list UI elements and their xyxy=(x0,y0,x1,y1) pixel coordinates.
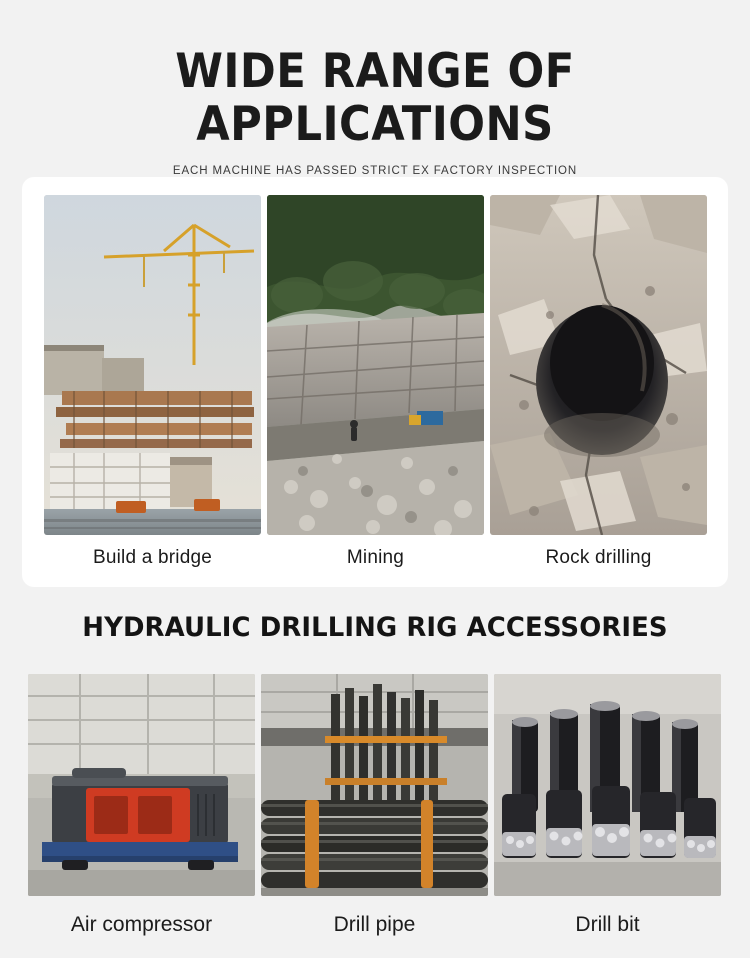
subtitle-line-1: EACH MACHINE HAS PASSED STRICT EX FACTORY INSPECTION xyxy=(172,165,578,178)
accessory-caption: Air compressor xyxy=(70,913,213,936)
application-caption: Rock drilling xyxy=(545,547,652,568)
accessory-item[interactable] xyxy=(494,674,721,937)
bridge-construction-photo xyxy=(44,195,261,535)
application-item[interactable] xyxy=(44,195,261,569)
accessory-item[interactable] xyxy=(28,674,255,937)
open-pit-mining-photo xyxy=(267,195,484,535)
drill-bit-set-photo xyxy=(494,674,721,896)
application-caption: Mining xyxy=(346,547,405,568)
page-title: WIDE RANGE OF APPLICATIONS xyxy=(175,44,575,152)
accessories-title: HYDRAULIC DRILLING RIG ACCESSORIES xyxy=(82,612,668,643)
application-item[interactable] xyxy=(490,195,707,569)
accessories-grid xyxy=(28,674,722,937)
applications-card xyxy=(22,177,728,587)
accessory-caption: Drill bit xyxy=(575,913,640,936)
applications-grid xyxy=(44,195,706,569)
accessory-item[interactable] xyxy=(261,674,488,937)
drill-pipe-stack-photo xyxy=(261,674,488,896)
application-caption: Build a bridge xyxy=(93,547,212,568)
rock-drilling-hole-photo xyxy=(490,195,707,535)
accessory-caption: Drill pipe xyxy=(333,913,416,936)
application-item[interactable] xyxy=(267,195,484,569)
air-compressor-photo xyxy=(28,674,255,896)
